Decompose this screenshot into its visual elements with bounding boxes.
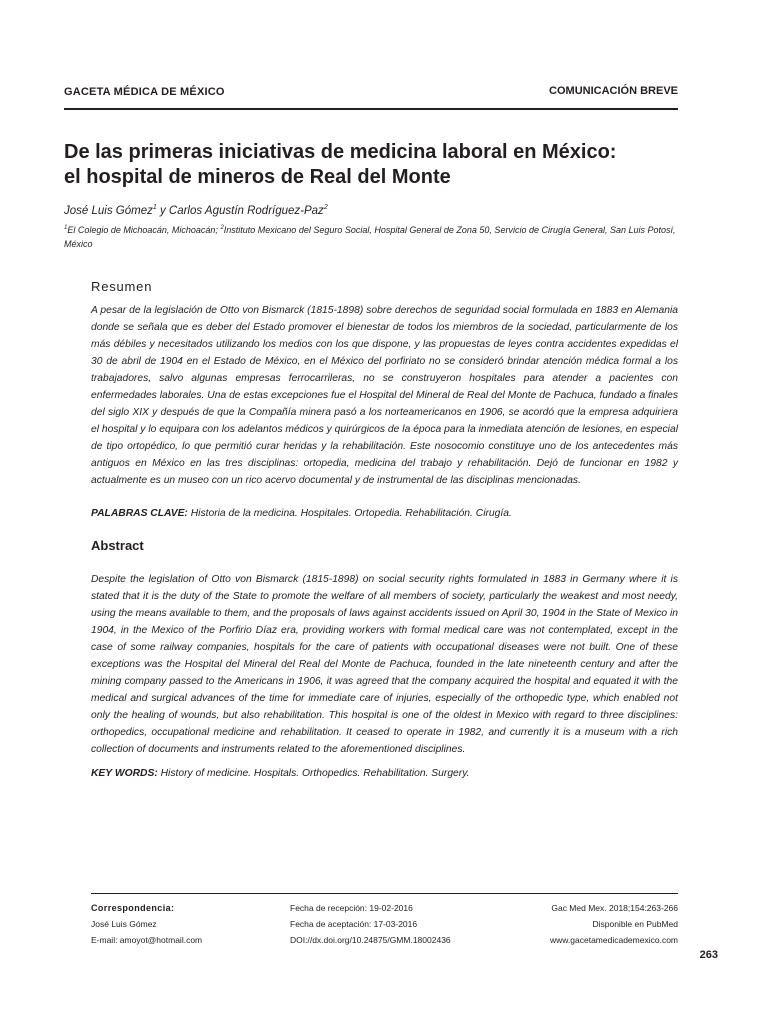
journal-name: GACETA MÉDICA DE MÉXICO bbox=[64, 86, 225, 98]
affil-2: Instituto Mexicano del Seguro Social, Hospital General de Zona 50, Servicio de Cirugía General, San Luis Potosí, México bbox=[64, 225, 676, 249]
page-number: 263 bbox=[699, 949, 718, 961]
key-words-list: History of medicine. Hospitals. Orthopedics. Rehabilitation. Surgery. bbox=[157, 768, 470, 779]
palabras-clave bbox=[91, 508, 512, 519]
title-line-1: De las primeras iniciativas de medicina laboral en México: bbox=[64, 141, 617, 163]
author-2: Carlos Agustín Rodríguez-Paz bbox=[168, 204, 324, 217]
citation-block bbox=[550, 900, 678, 948]
received-date: Fecha de recepción: 19-02-2016 bbox=[290, 903, 413, 913]
doi: DOI://dx.doi.org/10.24875/GMM.18002436 bbox=[290, 935, 451, 945]
key-words-label: KEY WORDS: bbox=[91, 768, 158, 779]
palabras-clave-label: PALABRAS CLAVE: bbox=[91, 508, 188, 519]
accepted-date: Fecha de aceptación: 17-03-2016 bbox=[290, 919, 418, 929]
author-list bbox=[64, 204, 328, 217]
footer-rule bbox=[91, 893, 678, 894]
author-1: José Luis Gómez bbox=[64, 204, 153, 217]
correspondence-block bbox=[91, 900, 202, 948]
correspondence-name: José Luis Gómez bbox=[91, 919, 157, 929]
citation: Gac Med Mex. 2018;154:263-266 bbox=[551, 903, 678, 913]
title-line-2: el hospital de mineros de Real del Monte bbox=[64, 166, 451, 188]
pubmed-note: Disponible en PubMed bbox=[592, 919, 678, 929]
author-1-affil: 1 bbox=[152, 204, 157, 211]
correspondence-label: Correspondencia: bbox=[91, 903, 175, 913]
palabras-clave-list: Historia de la medicina. Hospitales. Ortopedia. Rehabilitación. Cirugía. bbox=[187, 508, 512, 519]
article-title bbox=[64, 140, 678, 190]
journal-website: www.gacetamedicademexico.com bbox=[549, 935, 678, 945]
header-rule bbox=[64, 108, 678, 110]
key-words bbox=[91, 768, 469, 779]
affiliations bbox=[64, 221, 678, 251]
abstract-heading: Abstract bbox=[91, 538, 144, 553]
affil-marker-2: 2 bbox=[220, 225, 224, 231]
resumen-text: A pesar de la legislación de Otto von Bismarck (1815-1898) sobre derechos de seguridad social formulada en 1883 en Alemania donde se señala que es deber del Estado promover el bienestar de todos los miembros de la sociedad, particularmente de los más débiles y necesitados utilizando los medios con los que dispone, y las propuestas de leyes contra accidentes expedidas el 30 de abril de 1904 en el Estado de México, en el México del porfiriato no se consideró brindar atención médica formal a los trabajadores, salvo algunas empresas ferrocarrileras, no se construyeron hospitales para atender a pacientes con enfermedades laborales. Una de estas excepciones fue el Hospital del Mineral de Real del Monte de Pachuca, fundado a finales del siglo XIX y después de que la Compañía minera pasó a los norteamericanos en 1906, se acordó que la empresa adquiriera el hospital y lo equipara con los adelantos médicos y quirúrgicos de la época para la inmediata atención de lesiones, en especial de tipo ortopédico, lo que permitió curar heridas y la rehabilitación. Este nosocomio constituye uno de los antecedentes más antiguos en México en las tres disciplinas: ortopedia, medicina del trabajo y rehabilitación. Dejó de funcionar en 1982 y actualmente es un museo con un rico acervo documental y de instrumental de las disciplinas mencionadas. bbox=[91, 305, 678, 486]
author-separator: y bbox=[156, 204, 169, 217]
affil-marker-1: 1 bbox=[64, 225, 68, 231]
affil-1: El Colegio de Michoacán, Michoacán; bbox=[67, 225, 221, 235]
author-2-affil: 2 bbox=[323, 204, 328, 211]
correspondence-email: E-mail: amoyot@hotmail.com bbox=[91, 935, 203, 945]
abstract-text: Despite the legislation of Otto von Bismarck (1815-1898) on social security rights formulated in 1883 in Germany where it is stated that it is the duty of the State to promote the welfare of all members of society, particularly the weakest and most needy, using the means available to them, and the proposals of laws against accidents issued on April 30, 1904 in the State of Mexico in 1904, in the Mexico of the Porfirio Díaz era, providing workers with formal medical care was not contemplated, except in the case of some railway companies, hospitals for the care of patients with occupational diseases were not built. One of these exceptions was the Hospital del Mineral del Real del Monte de Pachuca, founded in the late nineteenth century and after the mining company passed to the Americans in 1906, it was agreed that the company acquired the hospital and equated it with the medical and surgical advances of the time for immediate care of injuries, especially of the orthopedic type, which enabled not only the healing of wounds, but also rehabilitation. This hospital is one of the oldest in Mexico with regard to three disciplines: orthopedics, occupational medicine and rehabilitation. It ceased to operate in 1982, and currently it is a museum with a rich collection of documents and instruments related to the aforementioned disciplines. bbox=[91, 574, 678, 755]
dates-block bbox=[290, 900, 451, 948]
section-tag: COMUNICACIÓN BREVE bbox=[549, 85, 678, 97]
resumen-heading: Resumen bbox=[91, 279, 153, 294]
